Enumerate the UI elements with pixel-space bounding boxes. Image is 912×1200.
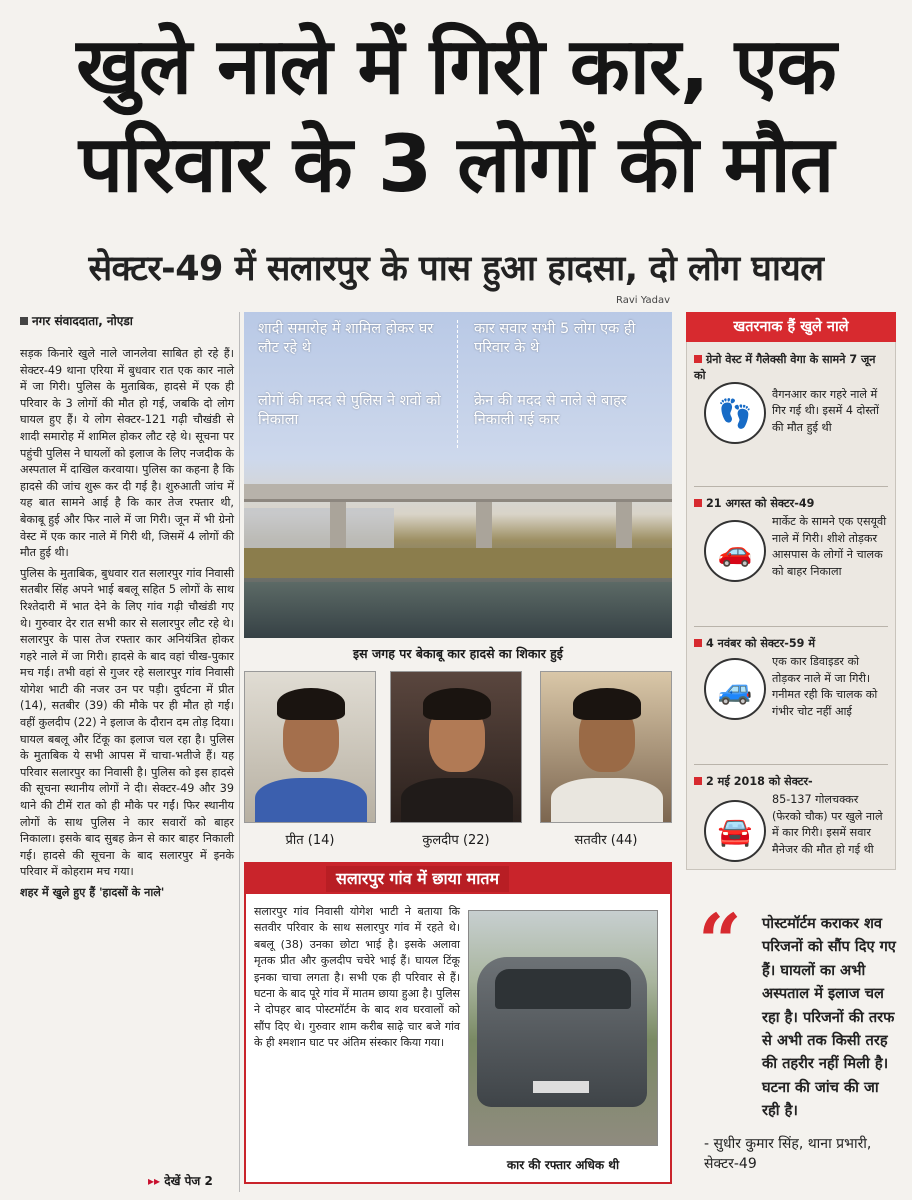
article-subhead: शहर में खुले हुए हैं 'हादसों के नाले'	[20, 886, 165, 899]
red-bullet-icon	[694, 639, 702, 647]
main-article-body	[20, 346, 234, 906]
police-quote	[696, 912, 896, 1123]
sidebar-item-lead: 2 मई 2018 को सेक्टर-	[706, 775, 813, 788]
sidebar-item-lead: 21 अगस्त को सेक्टर-49	[706, 497, 815, 510]
sidebar-title: खतरनाक हैं खुले नाले	[686, 312, 896, 342]
sidebar-item-3	[694, 636, 890, 720]
buildings-shape	[244, 508, 394, 548]
grass-shape	[244, 548, 672, 578]
red-bullet-icon	[694, 777, 702, 785]
story-text: सलारपुर गांव निवासी योगेश भाटी ने बताया कि सतवीर परिवार के साथ सलारपुर गांव में रहते थे। बबलू (38) उनका छोटा भाई है। इसके अलावा मृतक प्रीत और कुलदीप चचेरे भाई हैं। घायल टिंकू इनका चाचा लगता है। सभी एक ही परिवार से हैं। घटना के बाद पूरे गांव में मातम छाया हुआ है। पुलिस ने दोपहर बाद पोस्टमॉर्टम के बाद शव घरवालों को सौंप दिए थे। गुरुवार शाम करीब साढ़े चार बजे गांव के ही श्मशान घाट पर अंतिम संस्कार किया गया।	[254, 905, 460, 1050]
shirt-shape	[551, 778, 663, 823]
callout-divider	[457, 320, 458, 448]
sidebar-item-lead: 4 नवंबर को सेक्टर-59 में	[706, 637, 816, 650]
red-bullet-icon	[694, 355, 702, 363]
water-shape	[244, 582, 672, 638]
flyover-shape	[244, 484, 672, 502]
photo-callout-3: लोगों की मदद से पुलिस ने शवों को निकाला	[258, 393, 441, 428]
hair-shape	[277, 688, 345, 720]
windshield-shape	[495, 969, 631, 1009]
sidebar-item-2	[694, 496, 890, 580]
sidebar-item-text: 85-137 गोलचक्कर (फेरको चौक) पर खुले नाले में कार गिरी। इसमें सवार मैनेजर की मौत हो गई थी	[772, 793, 883, 856]
column-divider	[239, 312, 240, 1192]
article-paragraph-2: पुलिस के मुताबिक, बुधवार रात सलारपुर गांव निवासी सतबीर सिंह अपने भाई बबलू सहित 5 लोगों के साथ रिश्तेदारी में भात देने के लिए गांव गढ़ी चौखंडी गए थे। गुरुवार देर रात सभी कार से सलारपुर लौट रहे थे। सलारपुर के पास तेज रफ्तार कार अनियंत्रित होकर गहरे नाले में जा गिरी। हादसे के बाद वहां चीख-पुकार मच गई। तभी वहां से गुजर रहे सलारपुर गांव निवासी योगेश भाटी की नजर उन पर पड़ी। दुर्घटना में प्रीत (14), सतबीर (39) की मौके पर ही मौत हो गई। वहीं कुलदीप (22) ने इलाज के दौरान दम तोड़ दिया। घायल बबलू और टिंकू का इलाज चल रहा है। पुलिस के मुताबिक ये सभी आपस में चाचा-भतीजे हैं। यह परिवार सलारपुर का निवासी है। पुलिस को इस हादसे की सूचना स्थानीय लोगों ने दी। सेक्टर-49 और 39 थाने की टीमें रात को ही मौके पर गईं। फिर स्थानीय लोगों के साथ पुलिस ने कार सवारों को बाहर निकाला। इसके बाद सुबह क्रेन से कार बाहर निकाली गई। हादसे की सूचना के बाद सलारपुर में इनके परिवार में कोहराम मच गया।	[20, 566, 234, 879]
byline	[20, 312, 230, 329]
quote-text: पोस्टमॉर्टम कराकर शव परिजनों को सौंप दिए गए हैं। घायलों का अभी अस्पताल में इलाज चल रहा है। परिजनों की तरफ से अभी तक किसी तरह की तहरीर नहीं मिली है। घटना की जांच की जा रही है।	[762, 915, 896, 1120]
sidebar-item-text: एक कार डिवाइडर को तोड़कर नाले में जा गिरी। गनीमत रही कि चालक को गंभीर चोट नहीं आई	[772, 655, 878, 718]
headline-line-2: परिवार के 3 लोगों की मौत	[78, 120, 834, 210]
car-photo-caption: कार की रफ्तार अधिक थी	[506, 1158, 620, 1172]
crashed-car-glyph: 🚙	[717, 672, 753, 706]
photo-credit: Ravi Yadav	[616, 295, 670, 306]
victim-name-3: सतवीर (44)	[574, 833, 638, 848]
subheadline: सेक्टर-49 में सलारपुर के पास हुआ हादसा, दो लोग घायल	[88, 249, 824, 289]
shirt-shape	[255, 778, 367, 823]
quote-source: - सुधीर कुमार सिंह, थाना प्रभारी, सेक्टर-49	[704, 1136, 872, 1172]
quote-mark-icon: “	[698, 897, 742, 986]
sidebar-item-lead: ग्रेनो वेस्ट में गैलेक्सी वेगा के सामने 7 जून को	[694, 353, 876, 383]
story-title: सलारपुर गांव में छाया मातम	[326, 866, 509, 892]
see-page-link[interactable]	[148, 1172, 213, 1189]
see-page-label: देखें पेज 2	[164, 1174, 213, 1188]
driver-glyph: 🚗	[717, 534, 753, 568]
headline	[14, 18, 898, 214]
victim-photo-2	[390, 671, 522, 823]
victim-name-1: प्रीत (14)	[285, 833, 335, 848]
headline-line-1: खुले नाले में गिरी कार, एक	[76, 22, 836, 112]
pillar-shape	[616, 502, 632, 548]
license-plate-shape	[533, 1081, 589, 1093]
hair-shape	[423, 688, 491, 720]
damaged-car-photo	[468, 910, 658, 1146]
byline-text: नगर संवाददाता, नोएडा	[32, 314, 133, 328]
footprints-glyph: 👣	[717, 396, 753, 430]
victim-photo-3	[540, 671, 672, 823]
photo-callout-4: क्रेन की मदद से नाले से बाहर निकाली गई कार	[474, 393, 627, 428]
red-bullet-icon	[694, 499, 702, 507]
photo-caption: इस जगह पर बेकाबू कार हादसे का शिकार हुई	[353, 646, 563, 661]
sidebar-divider	[694, 764, 888, 765]
sidebar-item-text: मार्केट के सामने एक एसयूवी नाले में गिरी। शीशे तोड़कर आसपास के लोगों ने चालक को बाहर निकाला	[772, 515, 887, 578]
sidebar-item-4	[694, 774, 890, 858]
sidebar-divider	[694, 626, 888, 627]
pillar-shape	[330, 502, 346, 548]
shirt-shape	[401, 778, 513, 823]
article-paragraph-1: सड़क किनारे खुले नाले जानलेवा साबित हो रहे हैं। सेक्टर-49 थाना एरिया में बुधवार रात एक कार नाले में जा गिरी। पुलिस के मुताबिक, हादसे में एक ही परिवार के 3 लोगों की मौत हो गई, जबकि दो लोग घायल हुए हैं। ये लोग सेक्टर-121 गढ़ी चौखंडी से शादी समारोह में शामिल होकर लौट रहे थे। सूचना पर पहुंची पुलिस ने घायलों को इलाज के लिए नजदीक के अस्पताल में दाखिल करवाया। पुलिस का कहना है कि हादसे की जांच शुरू कर दी गई है। शुरुआती जांच में यह बात सामने आई है कि कार तेज रफ्तार थी, बेकाबू हुई और फिर नाले में जा गिरी। जून में भी ग्रेनो वेस्ट में एक कार नाले में गिरी थी, जिसमें 4 लोगों की मौत हुई थी।	[20, 347, 234, 560]
square-bullet-icon	[20, 317, 28, 325]
sidebar-item-text: वैगनआर कार गहरे नाले में गिर गई थी। इसमें 4 दोस्तों की मौत हुई थी	[772, 387, 879, 434]
hair-shape	[573, 688, 641, 720]
photo-callout-2: कार सवार सभी 5 लोग एक ही परिवार के थे	[474, 321, 636, 356]
pillar-shape	[476, 502, 492, 548]
accident-site-photo	[244, 312, 672, 638]
victim-name-2: कुलदीप (22)	[422, 833, 490, 848]
sidebar-item-1	[694, 352, 890, 436]
photo-callout-1: शादी समारोह में शामिल होकर घर लौट रहे थे	[258, 321, 434, 356]
sidebar-divider	[694, 486, 888, 487]
car-curve-glyph: 🚘	[717, 814, 753, 848]
victim-photo-1	[244, 671, 376, 823]
double-arrow-icon: ▸▸	[148, 1174, 161, 1188]
